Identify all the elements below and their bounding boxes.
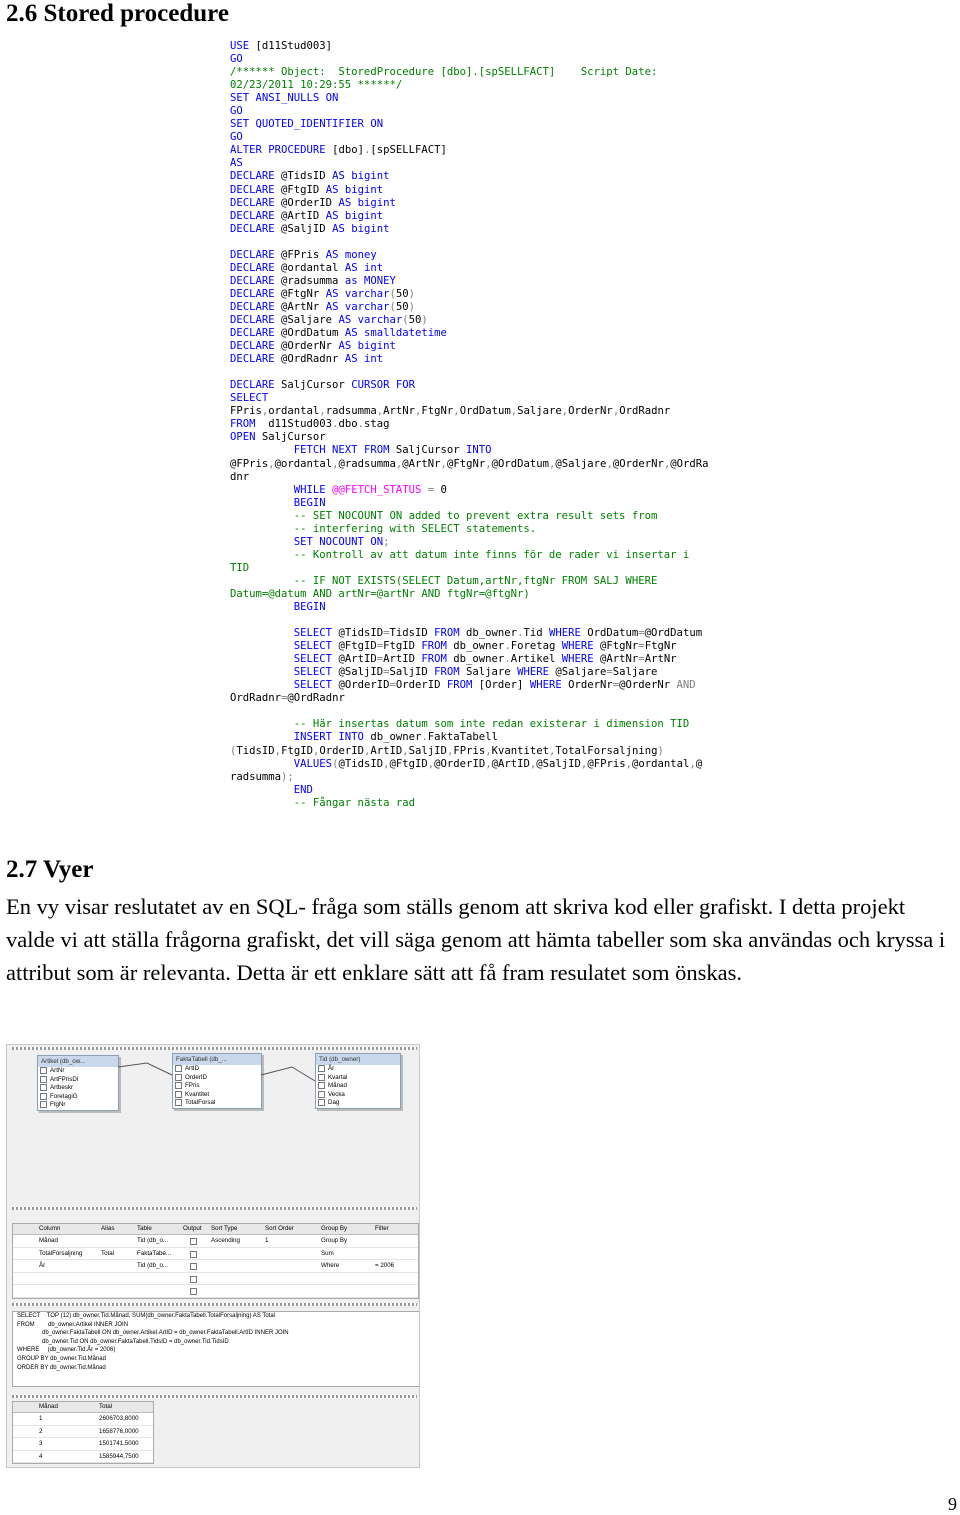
code-line: GO (230, 53, 243, 66)
results-row[interactable] (13, 1451, 153, 1464)
results-cell: 1585944,7500 (99, 1452, 139, 1460)
criteria-cell[interactable]: Månad (39, 1237, 58, 1244)
code-line: GO (230, 105, 243, 118)
diagram-column[interactable]: TotalForsal (173, 1099, 261, 1108)
criteria-header-cell: Alias (101, 1225, 115, 1232)
output-checkbox[interactable] (190, 1288, 197, 1295)
criteria-cell[interactable]: 1 (265, 1237, 269, 1244)
criteria-row[interactable] (13, 1285, 418, 1298)
criteria-header-cell: Group By (321, 1225, 348, 1232)
diagram-column[interactable]: Artbeskr (38, 1084, 118, 1093)
criteria-cell[interactable]: Tid (db_o... (137, 1237, 169, 1244)
code-line: DECLARE @FtgID AS bigint (230, 183, 384, 196)
criteria-cell[interactable]: Tid (db_o... (137, 1262, 169, 1269)
results-cell: 1501741,5000 (99, 1440, 139, 1447)
criteria-row[interactable] (13, 1248, 418, 1261)
code-line: DECLARE @FtgNr AS varchar(50) (230, 287, 416, 300)
code-line: @FPris,@ordantal,@radsumma,@ArtNr,@FtgNr,@OrdDatum,@Saljare,@OrderNr,@OrdRa (230, 457, 709, 470)
diagram-column[interactable]: ArtNr (38, 1067, 118, 1076)
code-line: SELECT @FtgID=FtgID FROM db_owner.Foretag WHERE @FtgNr=FtgNr (293, 640, 677, 653)
code-line: WHILE @@FETCH_STATUS = 0 (293, 483, 447, 496)
code-line: ALTER PROCEDURE [dbo].[spSELLFACT] (230, 144, 447, 157)
results-header-row (13, 1402, 153, 1413)
diagram-column[interactable]: FPris (173, 1082, 261, 1091)
code-line: DECLARE @OrderNr AS bigint (230, 340, 396, 353)
code-line: SELECT @SaljID=SaljID FROM Saljare WHERE @Saljare=Saljare (293, 666, 658, 679)
code-line: SELECT @OrderID=OrderID FROM [Order] WHERE OrderNr=@OrderNr AND (293, 679, 696, 692)
join-lines (7, 1045, 419, 1125)
code-line: /****** Object: StoredProcedure [dbo].[spSELLFACT] Script Date: (230, 66, 658, 79)
code-line: DECLARE @ArtID AS bigint (230, 209, 384, 222)
code-line: FETCH NEXT FROM SaljCursor INTO (293, 444, 492, 457)
results-row[interactable] (13, 1426, 153, 1439)
criteria-cell[interactable]: Total (101, 1249, 115, 1257)
code-line: -- Här insertas datum som inte redan existerar i dimension TID (293, 718, 690, 731)
heading-stored-procedure: 2.6 Stored procedure (6, 0, 229, 27)
criteria-cell[interactable]: TotalForsaljning (39, 1249, 83, 1257)
results-row[interactable] (13, 1438, 153, 1451)
criteria-header-row (13, 1224, 418, 1235)
code-line: SET ANSI_NULLS ON (230, 92, 339, 105)
code-line (230, 236, 770, 249)
code-line: AS (230, 157, 243, 170)
results-grid (12, 1401, 154, 1464)
code-line (230, 614, 770, 627)
code-line: DECLARE @FPris AS money (230, 248, 377, 261)
code-line (230, 705, 770, 718)
code-line: OrdRadnr=@OrdRadnr (230, 692, 345, 705)
diagram-column[interactable]: Dag (316, 1099, 400, 1108)
output-checkbox[interactable] (190, 1276, 197, 1283)
criteria-cell[interactable]: FaktaTabe... (137, 1249, 172, 1257)
results-cell: 2606703,8000 (99, 1415, 139, 1422)
diagram-column[interactable]: OrderID (173, 1074, 261, 1083)
diagram-column[interactable]: Kvantitet (173, 1091, 261, 1100)
code-line: BEGIN (293, 496, 326, 509)
code-line: DECLARE @ordantal AS int (230, 261, 384, 274)
code-line: DECLARE @Saljare AS varchar(50) (230, 313, 428, 326)
results-cell: 4 (39, 1452, 43, 1460)
code-line: SET NOCOUNT ON; (293, 535, 390, 548)
diagram-column[interactable]: ArtID (173, 1065, 261, 1074)
criteria-header-cell: Column (39, 1225, 61, 1232)
page-number: 9 (948, 1494, 957, 1514)
results-header-cell: Månad (39, 1403, 58, 1410)
code-line: -- IF NOT EXISTS(SELECT Datum,artNr,ftgNr FROM SALJ WHERE (293, 574, 658, 587)
code-line: -- interfering with SELECT statements. (293, 522, 537, 535)
code-line: SET QUOTED_IDENTIFIER ON (230, 118, 384, 131)
output-checkbox[interactable] (190, 1238, 197, 1245)
results-cell: 2 (39, 1427, 43, 1435)
code-line: (TidsID,FtgID,OrderID,ArtID,SaljID,FPris,Kvantitet,TotalForsaljning) (230, 744, 664, 757)
code-line: DECLARE @TidsID AS bigint (230, 170, 390, 183)
code-line: SELECT (230, 392, 269, 405)
code-line: DECLARE @radsumma as MONEY (230, 274, 396, 287)
criteria-row[interactable] (13, 1260, 418, 1273)
output-checkbox[interactable] (190, 1251, 197, 1258)
heading-views: 2.7 Vyer (6, 856, 94, 883)
criteria-header-cell: Sort Order (265, 1225, 294, 1232)
diagram-column[interactable]: FtgNr (38, 1101, 118, 1110)
diagram-column[interactable]: År (316, 1065, 400, 1074)
criteria-header-cell: Filter (375, 1225, 389, 1232)
query-designer-screenshot (6, 1044, 420, 1468)
results-row[interactable] (13, 1413, 153, 1426)
code-line: SELECT @ArtID=ArtID FROM db_owner.Artikel WHERE @ArtNr=ArtNr (293, 653, 677, 666)
code-line (230, 366, 770, 379)
code-line: DECLARE @OrdRadnr AS int (230, 353, 384, 366)
output-checkbox[interactable] (190, 1263, 197, 1270)
code-line: TID (230, 561, 250, 574)
diagram-column[interactable]: Vecka (316, 1091, 400, 1100)
code-line: DECLARE @OrderID AS bigint (230, 196, 396, 209)
criteria-row[interactable] (13, 1273, 418, 1286)
code-line: GO (230, 131, 243, 144)
code-line: DECLARE @OrdDatum AS smalldatetime (230, 327, 447, 340)
code-line: 02/23/2011 10:29:55 ******/ (230, 79, 403, 92)
code-line: FPris,ordantal,radsumma,ArtNr,FtgNr,OrdDatum,Saljare,OrderNr,OrdRadnr (230, 405, 671, 418)
code-line: radsumma); (230, 770, 294, 783)
code-line: DECLARE SaljCursor CURSOR FOR (230, 379, 415, 392)
code-line: DECLARE @ArtNr AS varchar(50) (230, 300, 416, 313)
code-line: INSERT INTO db_owner.FaktaTabell (293, 731, 498, 744)
criteria-header-cell: Table (137, 1225, 152, 1232)
results-cell: 3 (39, 1440, 43, 1447)
diagram-table-title: FaktaTabell (db_... (173, 1054, 261, 1065)
diagram-column[interactable]: ForetagiG (38, 1093, 118, 1102)
code-line: -- Kontroll av att datum inte finns för de rader vi insertar i (293, 548, 690, 561)
code-line: -- Fångar nästa rad (293, 796, 415, 809)
diagram-column[interactable]: Månad (316, 1082, 400, 1091)
criteria-header-cell: Output (183, 1225, 202, 1232)
criteria-header-cell: Sort Type (211, 1225, 238, 1232)
criteria-cell[interactable]: År (39, 1262, 46, 1269)
criteria-cell[interactable]: Sum (321, 1249, 334, 1257)
code-line: Datum=@datum AND artNr=@artNr AND ftgNr=@ftgNr) (230, 587, 530, 600)
code-line: FROM d11Stud003.dbo.stag (230, 418, 390, 431)
criteria-cell[interactable]: Ascending (211, 1237, 240, 1244)
code-line: SELECT @TidsID=TidsID FROM db_owner.Tid WHERE OrdDatum=@OrdDatum (293, 627, 703, 640)
criteria-cell[interactable]: Where (321, 1262, 340, 1269)
pane-divider (12, 1303, 417, 1306)
sql-pane: SELECT TOP (12) db_owner.Tid.Månad, SUM(db_owner.FaktaTabell.TotalForsaljning) AS Total FROM db_owner.Artikel INNER JOIN db_owner.FaktaTabell ON db_owner.Artikel.ArtID = db_owner.FaktaTabell.ArtID INNER JOIN db_owner.Tid ON db_owner.FaktaTabell.TidsID = db_owner.Tid.TidsID WHERE (db_owner.Tid.År = 2006) GROUP BY db_owner.Tid.Månad ORDER BY db_owner.Tid.Månad (12, 1311, 420, 1387)
criteria-grid (12, 1223, 419, 1299)
pane-divider (12, 1207, 417, 1210)
code-line: VALUES(@TidsID,@FtgID,@OrderID,@ArtID,@SaljID,@FPris,@ordantal,@ (293, 757, 703, 770)
diagram-table-title: Artikel (db_ow... (38, 1056, 118, 1067)
diagram-column[interactable]: ArtFPrisDi (38, 1076, 118, 1085)
code-line: DECLARE @SaljID AS bigint (230, 222, 390, 235)
criteria-row[interactable] (13, 1235, 418, 1248)
code-line: BEGIN (293, 601, 326, 614)
code-line: -- SET NOCOUNT ON added to prevent extra result sets from (293, 509, 658, 522)
results-cell: 1658776,0000 (99, 1427, 139, 1435)
code-line: OPEN SaljCursor (230, 431, 326, 444)
results-header-cell: Total (99, 1403, 113, 1410)
diagram-table-title: Tid (db_owner) (316, 1054, 400, 1065)
code-line: END (293, 783, 313, 796)
pane-divider (12, 1395, 417, 1398)
diagram-column[interactable]: Kvartal (316, 1074, 400, 1083)
code-line: USE [d11Stud003] (230, 40, 333, 52)
criteria-cell[interactable]: = 2006 (375, 1262, 395, 1269)
criteria-cell[interactable]: Group By (321, 1237, 348, 1244)
paragraph-views: En vy visar reslutatet av en SQL- fråga som ställs genom att skriva kod eller grafiskt. I detta projekt valde vi att ställa frågorna grafiskt, det vill säga genom att hämta tabeller som ska användas och kryssa i attribut som är relevanta. Detta är ett enklare sätt att få fram resulatet som önskas. (6, 894, 946, 985)
results-cell: 1 (39, 1415, 43, 1422)
stored-procedure-code (230, 40, 770, 810)
code-line: dnr (230, 470, 250, 483)
